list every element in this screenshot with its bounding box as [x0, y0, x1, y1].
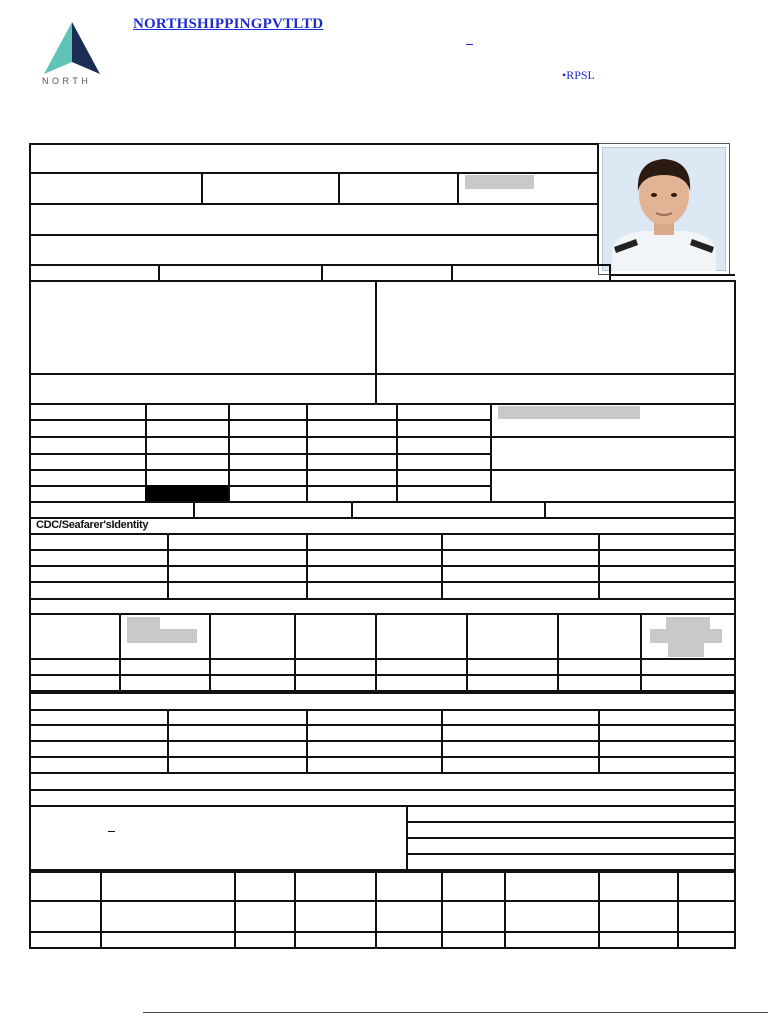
redacted-field: [465, 175, 534, 189]
candidate-photo-icon: [602, 147, 726, 271]
form-cell: [677, 900, 736, 933]
address-right: [375, 280, 736, 375]
form-row-1: [29, 143, 599, 174]
form-cell: [490, 469, 736, 503]
bottom-header-cell: [294, 871, 377, 902]
service-header-cell: [29, 613, 121, 660]
bottom-header-cell: [375, 871, 443, 902]
form-cell: [598, 900, 679, 933]
form-cell: [504, 900, 600, 933]
bottom-header-cell: [234, 871, 296, 902]
form-cell: [598, 931, 679, 949]
form-row-3: [29, 203, 599, 236]
company-name: NORTHSHIPPINGPVTLTD: [133, 16, 324, 32]
candidate-photo-frame: [598, 143, 730, 275]
service-header-cell: [557, 613, 642, 660]
form-line: [609, 274, 735, 276]
form-cell: [100, 931, 236, 949]
form-cell: [677, 931, 736, 949]
form-cell: [29, 931, 102, 949]
redacted-field: [650, 629, 722, 643]
address-left: [29, 280, 377, 375]
service-header-cell: [466, 613, 559, 660]
form-cell: [29, 900, 102, 933]
cdc-section-label: CDC/Seafarer'sIdentity: [36, 519, 149, 531]
form-cell: [557, 674, 642, 692]
service-header-cell: [375, 613, 468, 660]
logo-text: NORTH: [42, 76, 92, 86]
bottom-header-cell: [598, 871, 679, 902]
service-header-cell: [209, 613, 296, 660]
bottom-header-cell: [504, 871, 600, 902]
form-cell: [209, 674, 296, 692]
contact-left: [29, 373, 377, 405]
form-cell: [294, 931, 377, 949]
redacted-field: [127, 617, 160, 629]
redacted-field: [498, 406, 640, 419]
form-cell: [234, 900, 296, 933]
declaration-dash: [108, 831, 115, 832]
rpsl-label: •RPSL: [562, 68, 595, 82]
form-cell: [466, 674, 559, 692]
footer-rule: [143, 1012, 768, 1013]
form-cell: [29, 172, 203, 205]
company-logo: [36, 18, 108, 90]
form-cell: [375, 931, 443, 949]
form-cell: [294, 674, 377, 692]
form-cell: [119, 674, 211, 692]
form-cell: [504, 931, 600, 949]
form-cell: [375, 674, 468, 692]
contact-right: [375, 373, 736, 405]
declaration-box: [29, 805, 408, 871]
form-cell: [640, 674, 736, 692]
form-cell: [375, 900, 443, 933]
form-cell: [406, 853, 736, 871]
header-dash: [466, 44, 473, 45]
form-cell: [294, 900, 377, 933]
redacted-field: [666, 617, 710, 629]
redacted-field: [668, 643, 704, 657]
form-cell: [29, 674, 121, 692]
form-cell: [338, 172, 459, 205]
bottom-header-cell: [441, 871, 506, 902]
form-row-4: [29, 234, 599, 266]
north-arrow-logo-icon: [36, 18, 108, 80]
form-cell: [441, 931, 506, 949]
redacted-field: [127, 629, 197, 643]
form-cell: [490, 436, 736, 471]
service-header-cell: [294, 613, 377, 660]
form-cell: [201, 172, 340, 205]
form-cell: [100, 900, 236, 933]
form-cell: [441, 900, 506, 933]
form-cell: [234, 931, 296, 949]
bottom-header-cell: [677, 871, 736, 902]
bottom-header-cell: [100, 871, 236, 902]
bottom-header-cell: [29, 871, 102, 902]
